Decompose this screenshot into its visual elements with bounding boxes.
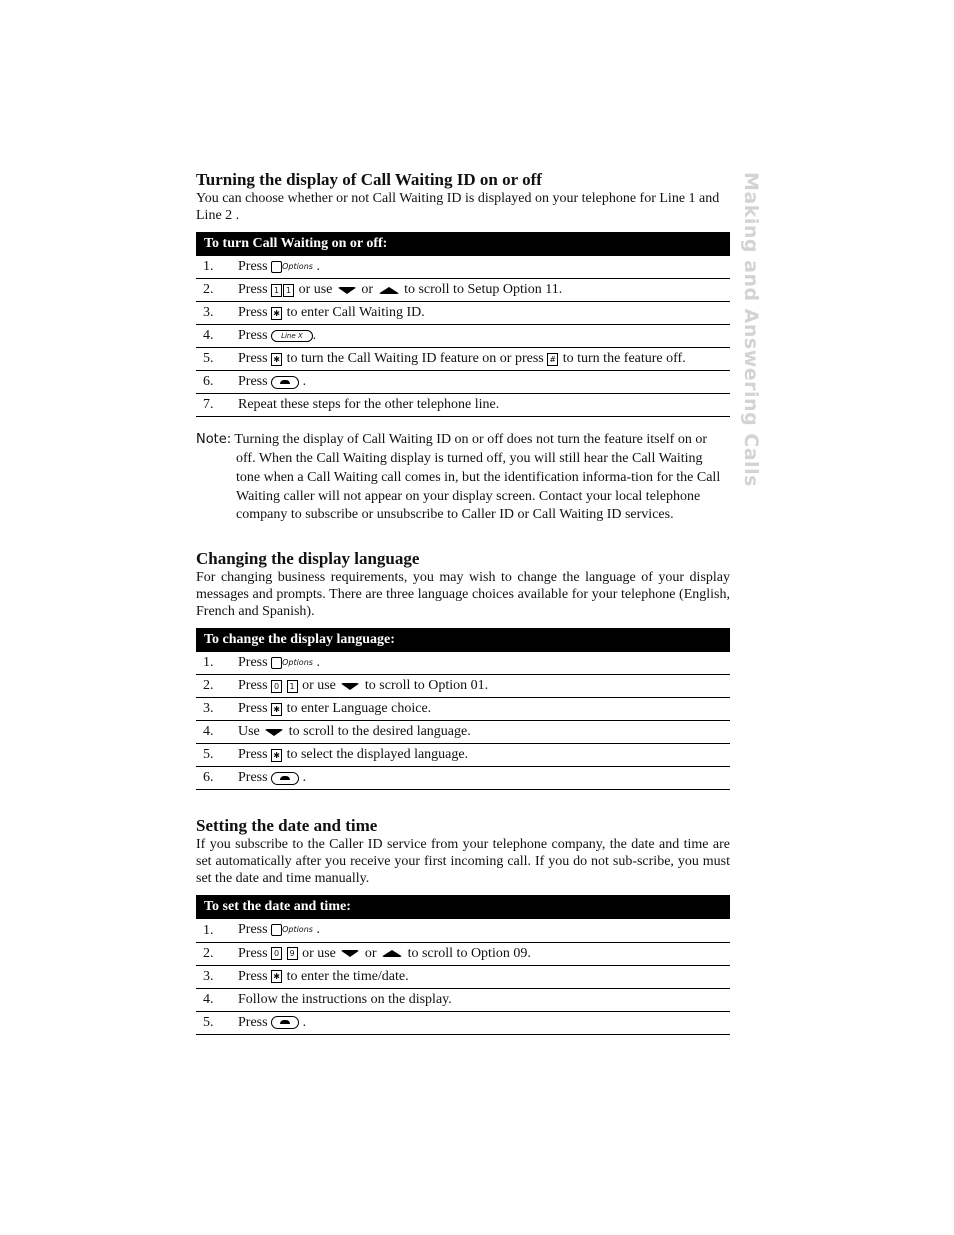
section-display-language	[196, 549, 730, 790]
side-tab-text: Making and Answering Calls	[740, 172, 762, 487]
digit-9-key-icon: 9	[287, 947, 298, 960]
star-key-icon: ✱	[271, 307, 282, 320]
table-row: 5. Press ✱ to turn the Call Waiting ID feature on or press # to turn the feature off.	[196, 348, 730, 371]
table-row: 3. Press ✱ to enter Language choice.	[196, 698, 730, 721]
scroll-down-key-icon	[337, 287, 357, 294]
options-key-label: Options	[282, 658, 313, 668]
table-row: 5. Press ✱ to select the displayed language.	[196, 744, 730, 767]
table-header: To change the display language:	[196, 628, 730, 652]
scroll-down-key-icon	[340, 950, 360, 957]
table-row: 2. Press 0 1 or use to scroll to Option 01.	[196, 675, 730, 698]
section-date-time	[196, 816, 730, 1034]
star-key-icon: ✱	[271, 353, 282, 366]
hash-key-icon: #	[547, 353, 558, 366]
side-tab	[738, 172, 768, 487]
table-row: 1. Press Options .	[196, 652, 730, 675]
table-row: 5. Press .	[196, 1011, 730, 1034]
scroll-up-key-icon	[378, 287, 400, 294]
options-key-icon	[271, 924, 282, 936]
note-text: Turning the display of Call Waiting ID on or off does not turn the feature itself on or off. When the Call Waiting display is turned off, you will still hear the Call Waiting tone when a Call Waiting call comes in, but the identification informa-tion for the Call Waiting caller will not appear on your display screen. Contact your local telephone company to subscribe or unsubscribe to Caller ID or Call Waiting ID services.	[234, 432, 721, 523]
release-key-icon	[271, 772, 299, 785]
table-header: To set the date and time:	[196, 895, 730, 919]
note	[196, 431, 730, 525]
table-row: 2. Press 1 1 or use or to scroll to Setup Option 11.	[196, 279, 730, 302]
table-row: 6. Press .	[196, 371, 730, 394]
section-intro: If you subscribe to the Caller ID service from your telephone company, the date and time are set automatically after you receive your first incoming call. If you do not sub-scribe, you must set the date and time manually.	[196, 837, 730, 887]
line-key-icon: Line X	[271, 330, 313, 342]
page-content	[196, 170, 730, 1035]
table-row: 6. Press .	[196, 767, 730, 790]
scroll-up-key-icon	[381, 950, 403, 957]
steps-table	[196, 232, 730, 417]
steps-table	[196, 895, 730, 1034]
table-row: 1. Press Options .	[196, 919, 730, 942]
star-key-icon: ✱	[271, 749, 282, 762]
scroll-down-key-icon	[264, 729, 284, 736]
section-intro: You can choose whether or not Call Waiting ID is displayed on your telephone for Line 1 and Line 2 .	[196, 191, 720, 223]
section-title: Turning the display of Call Waiting ID on or off	[196, 170, 542, 189]
steps-table	[196, 628, 730, 790]
options-key-icon	[271, 261, 282, 273]
table-row: 4. Press Line X .	[196, 325, 730, 348]
star-key-icon: ✱	[271, 970, 282, 983]
digit-0-key-icon: 0	[271, 680, 282, 693]
options-key-label: Options	[282, 262, 313, 271]
table-row: 2. Press 0 9 or use or to scroll to Option 09.	[196, 942, 730, 965]
options-key-label: Options	[282, 925, 313, 935]
table-row: 4. Follow the instructions on the display.	[196, 988, 730, 1011]
table-row: 3. Press ✱ to enter Call Waiting ID.	[196, 302, 730, 325]
section-intro: For changing business requirements, you may wish to change the language of your display messages and prompts. There are three language choices available for your telephone (English, French and Spanish).	[196, 570, 730, 620]
release-key-icon	[271, 1016, 299, 1029]
note-label: Note:	[196, 432, 232, 448]
section-title: Changing the display language	[196, 549, 420, 569]
scroll-down-key-icon	[340, 683, 360, 690]
table-row: 3. Press ✱ to enter the time/date.	[196, 965, 730, 988]
table-row: 1. Press Options .	[196, 256, 730, 279]
table-row: 7. Repeat these steps for the other telephone line.	[196, 394, 730, 417]
options-key-icon	[271, 657, 282, 669]
release-key-icon	[271, 376, 299, 389]
digit-0-key-icon: 0	[271, 947, 282, 960]
star-key-icon: ✱	[271, 703, 282, 716]
digit-1-key-icon: 1	[287, 680, 298, 693]
section-call-waiting	[196, 170, 730, 525]
table-header: To turn Call Waiting on or off:	[196, 232, 730, 256]
section-title: Setting the date and time	[196, 816, 378, 836]
table-row: 4. Use to scroll to the desired language.	[196, 721, 730, 744]
digit-1-key-icon: 1	[271, 284, 282, 297]
digit-1-key-icon: 1	[283, 284, 294, 297]
